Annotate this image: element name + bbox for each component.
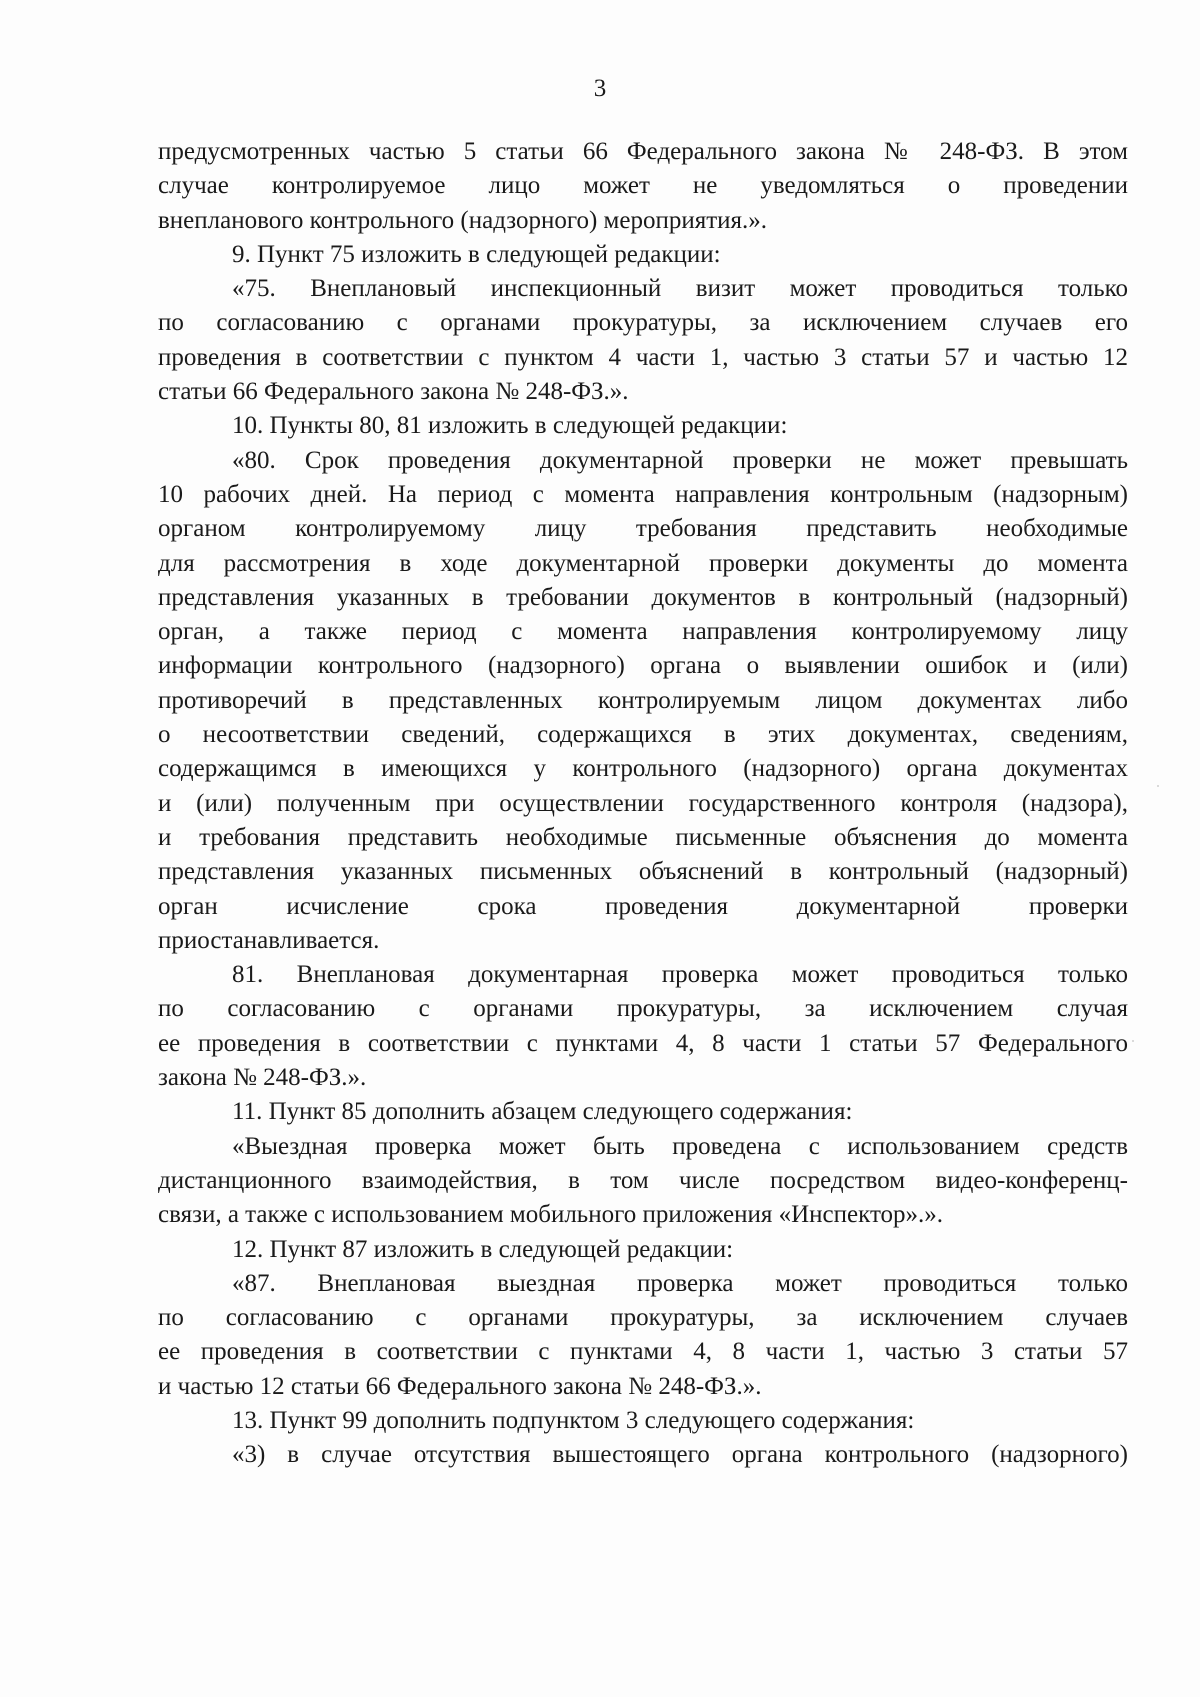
text-line: 12. Пункт 87 изложить в следующей редакции: bbox=[232, 1235, 734, 1263]
text-line: «75. Внеплановый инспекционный визит может проводиться только bbox=[232, 275, 1128, 303]
text-line: ее проведения в соответствии с пунктами 4, 8 части 1 статьи 57 Федерального bbox=[158, 1029, 1128, 1057]
document-body bbox=[158, 135, 1128, 1473]
text-line: органом контролируемому лицу требования представить необходимые bbox=[158, 515, 1128, 543]
text-line: «87. Внеплановая выездная проверка может проводиться только bbox=[232, 1269, 1128, 1297]
text-line: 81. Внеплановая документарная проверка может проводиться только bbox=[232, 961, 1128, 989]
text-line: 10. Пункты 80, 81 изложить в следующей редакции: bbox=[232, 412, 788, 440]
text-line: приостанавливается. bbox=[158, 926, 380, 954]
text-line: внепланового контрольного (надзорного) мероприятия.». bbox=[158, 206, 768, 234]
text-line: 9. Пункт 75 изложить в следующей редакции: bbox=[232, 240, 721, 268]
text-line: противоречий в представленных контролируемым лицом документах либо bbox=[158, 686, 1128, 714]
text-line: ее проведения в соответствии с пунктами 4, 8 части 1, частью 3 статьи 57 bbox=[158, 1338, 1128, 1366]
text-line: и требования представить необходимые письменные объяснения до момента bbox=[158, 823, 1128, 851]
text-line: 11. Пункт 85 дополнить абзацем следующего содержания: bbox=[232, 1098, 853, 1126]
text-line: случае контролируемое лицо может не уведомляться о проведении bbox=[158, 172, 1128, 200]
page-number: 3 bbox=[593, 75, 607, 102]
text-line: предусмотренных частью 5 статьи 66 Федерального закона № 248-ФЗ. В этом bbox=[158, 138, 1128, 165]
text-line: дистанционного взаимодействия, в том числе посредством видео-конференц- bbox=[158, 1166, 1128, 1194]
text-line: и (или) полученным при осуществлении государственного контроля (надзора), bbox=[158, 789, 1128, 817]
text-line: информации контрольного (надзорного) органа о выявлении ошибок и (или) bbox=[158, 652, 1128, 680]
text-line: для рассмотрения в ходе документарной проверки документы до момента bbox=[158, 549, 1128, 577]
text-line: связи, а также с использованием мобильного приложения «Инспектор».». bbox=[158, 1201, 944, 1229]
text-line: орган, а также период с момента направления контролируемому лицу bbox=[158, 618, 1128, 646]
text-line: «3) в случае отсутствия вышестоящего органа контрольного (надзорного) bbox=[232, 1441, 1128, 1469]
text-line: по согласованию с органами прокуратуры, за исключением случаев bbox=[158, 1304, 1128, 1332]
scan-artifact bbox=[1157, 785, 1159, 787]
text-line: орган исчисление срока проведения документарной проверки bbox=[158, 892, 1128, 920]
text-line: по согласованию с органами прокуратуры, за исключением случаев его bbox=[158, 309, 1128, 337]
text-line: по согласованию с органами прокуратуры, за исключением случая bbox=[158, 995, 1128, 1023]
text-line: «Выездная проверка может быть проведена с использованием средств bbox=[232, 1132, 1128, 1160]
text-line: о несоответствии сведений, содержащихся в этих документах, сведениям, bbox=[158, 721, 1128, 749]
text-line: и частью 12 статьи 66 Федерального закона № 248-ФЗ.». bbox=[158, 1372, 762, 1400]
text-line: 10 рабочих дней. На период с момента направления контрольным (надзорным) bbox=[158, 480, 1128, 508]
text-line: статьи 66 Федерального закона № 248-ФЗ.». bbox=[158, 378, 629, 406]
scan-artifact bbox=[1132, 1040, 1134, 1042]
text-line: представления указанных письменных объяснений в контрольный (надзорный) bbox=[158, 858, 1128, 886]
text-line: проведения в соответствии с пунктом 4 части 1, частью 3 статьи 57 и частью 12 bbox=[158, 343, 1128, 371]
text-line: содержащимся в имеющихся у контрольного (надзорного) органа документах bbox=[158, 755, 1128, 783]
text-line: 13. Пункт 99 дополнить подпунктом 3 следующего содержания: bbox=[232, 1406, 915, 1434]
text-line: представления указанных в требовании документов в контрольный (надзорный) bbox=[158, 583, 1128, 611]
text-line: «80. Срок проведения документарной проверки не может превышать bbox=[232, 446, 1128, 474]
text-line: закона № 248-ФЗ.». bbox=[158, 1064, 367, 1092]
